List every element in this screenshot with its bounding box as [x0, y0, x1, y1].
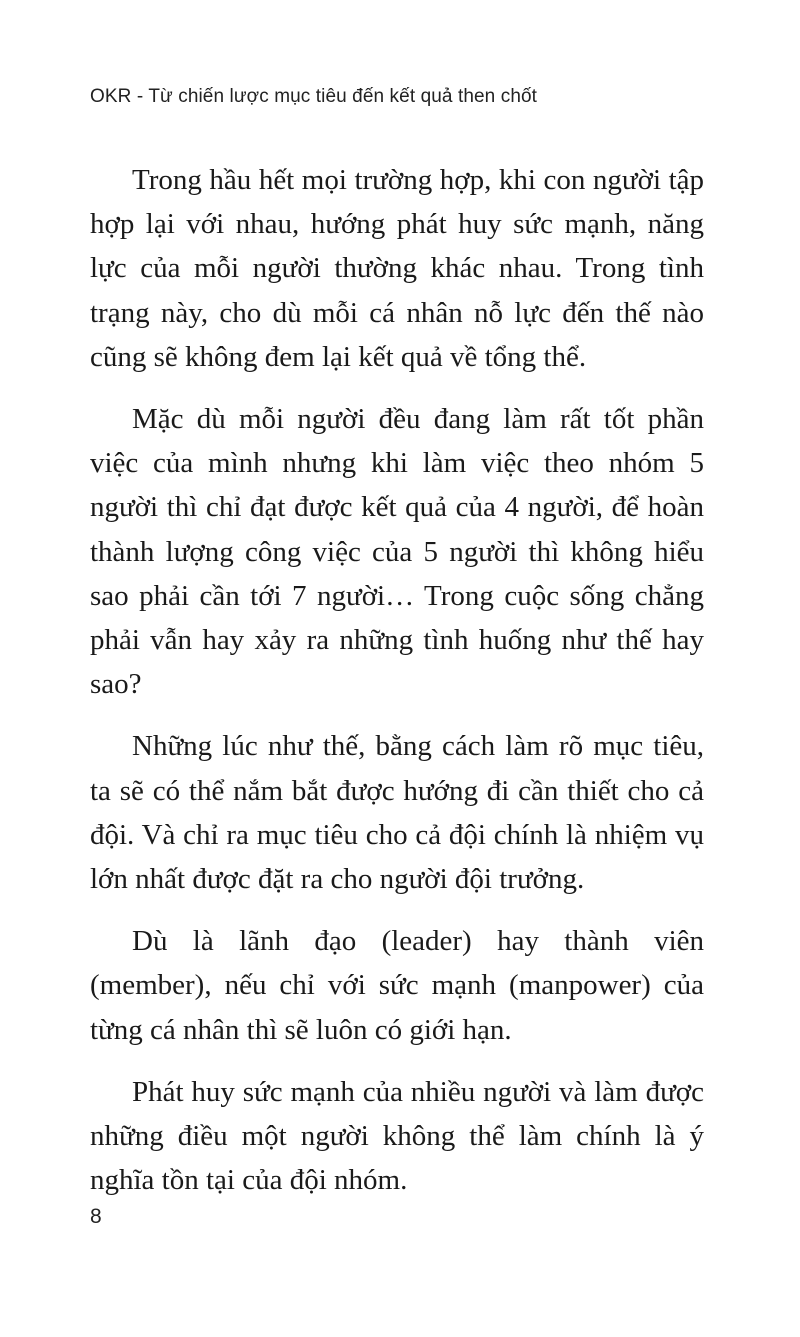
- paragraph-2: Mặc dù mỗi người đều đang làm rất tốt phần việc của mình nhưng khi làm việc theo nhóm 5 người thì chỉ đạt được kết quả của 4 người, để hoàn thành lượng công việc của 5 người thì không hiểu sao phải cần tới 7 người… Trong cuộc sống chẳng phải vẫn hay xảy ra những tình huống như thế hay sao?: [90, 403, 704, 701]
- page-number: 8: [90, 1205, 102, 1228]
- paragraph-5: Phát huy sức mạnh của nhiều người và làm được những điều một người không thể làm chính là ý nghĩa tồn tại của đội nhóm.: [90, 1075, 704, 1197]
- running-header: OKR - Từ chiến lược mục tiêu đến kết quả then chốt: [90, 86, 538, 107]
- paragraph-3: Những lúc như thế, bằng cách làm rõ mục tiêu, ta sẽ có thể nắm bắt được hướng đi cần thiết cho cả đội. Và chỉ ra mục tiêu cho cả đội chính là nhiệm vụ lớn nhất được đặt ra cho người đội trưởng.: [90, 730, 704, 896]
- body-text: [90, 158, 704, 1220]
- paragraph-1: Trong hầu hết mọi trường hợp, khi con người tập hợp lại với nhau, hướng phát huy sức mạnh, năng lực của mỗi người thường khác nhau. Trong tình trạng này, cho dù mỗi cá nhân nỗ lực đến thế nào cũng sẽ không đem lại kết quả về tổng thể.: [90, 164, 704, 373]
- paragraph-4: Dù là lãnh đạo (leader) hay thành viên (member), nếu chỉ với sức mạnh (manpower) của từng cá nhân thì sẽ luôn có giới hạn.: [90, 925, 704, 1046]
